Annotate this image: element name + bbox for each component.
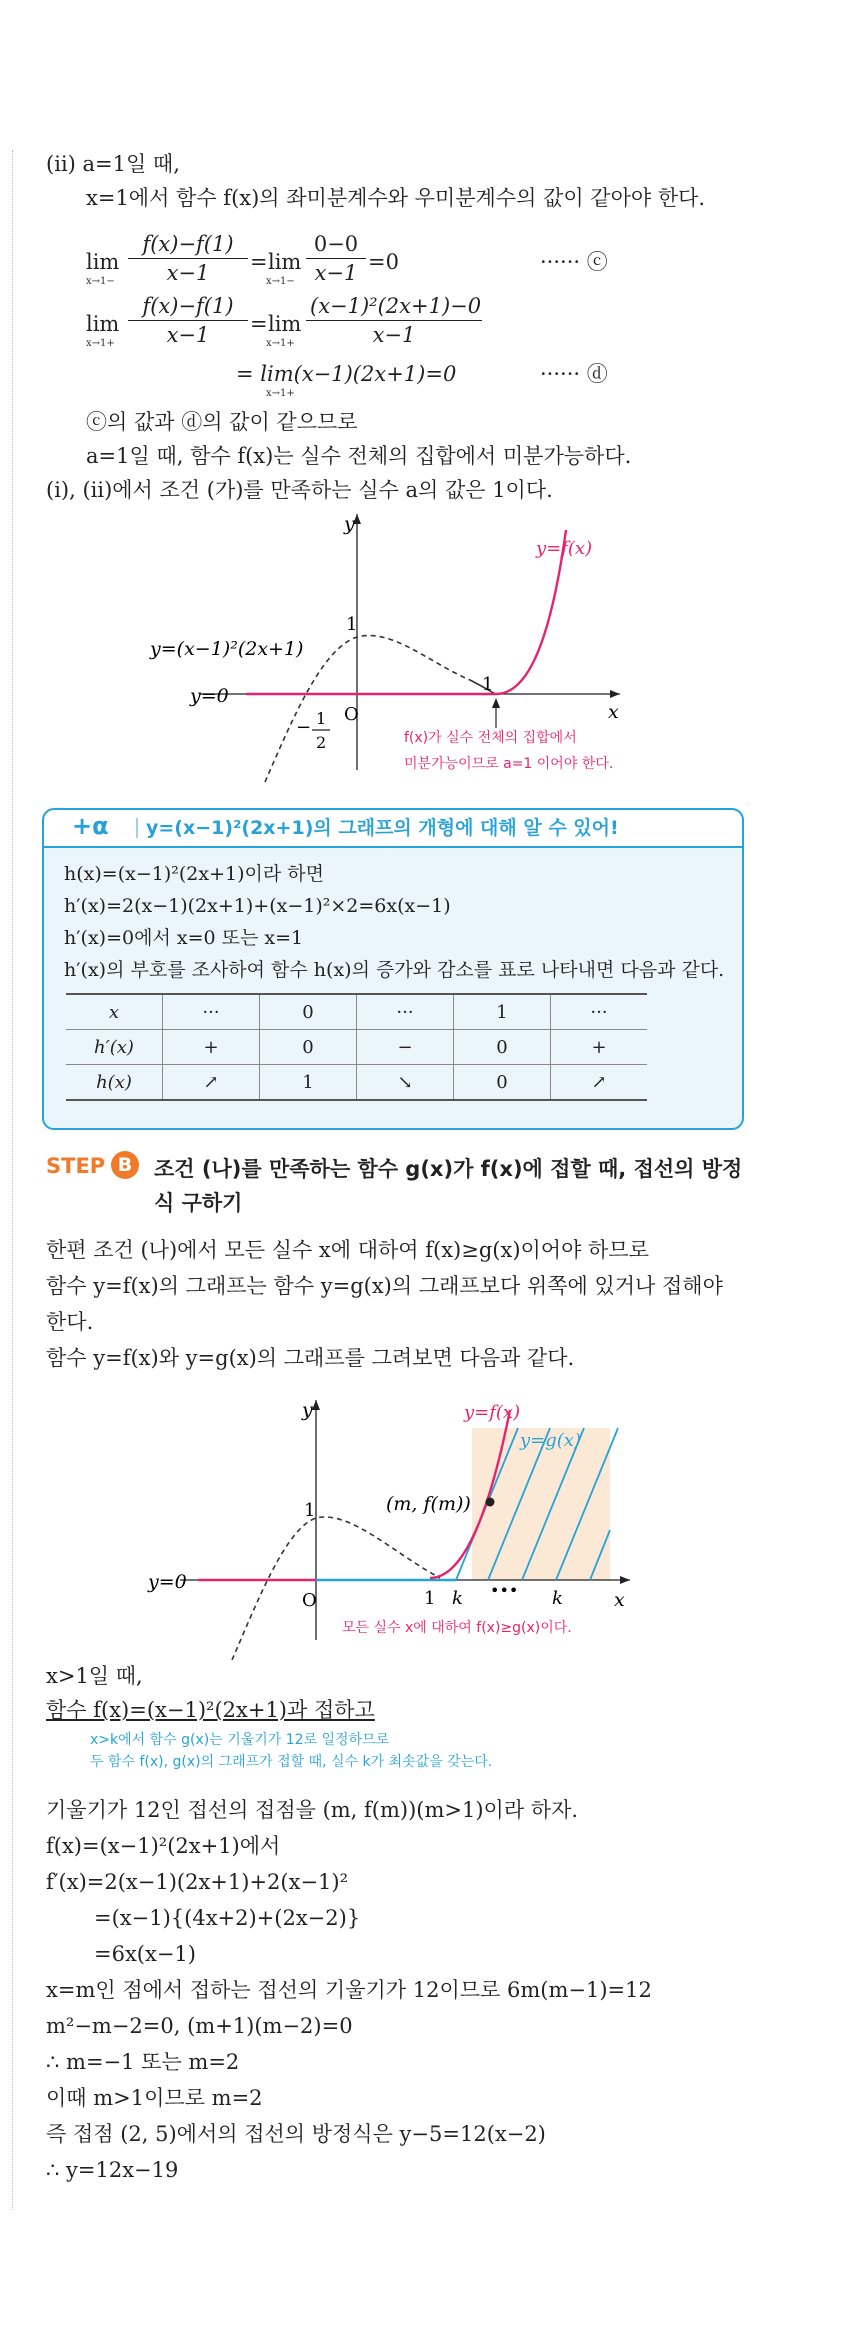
left-limit-fraction xyxy=(306,230,366,287)
differentiable-conclusion: a=1일 때, 함수 f(x)는 실수 전체의 집합에서 미분가능하다. xyxy=(86,444,632,468)
x-axis-label: x xyxy=(608,701,619,723)
difference-quotient-left xyxy=(128,230,248,287)
sol-line-7: =6x(x−1) xyxy=(94,1942,196,1966)
sol-line-3: 기울기가 12인 접선의 접점을 (m, f(m))(m>1)이라 하자. xyxy=(46,1798,579,1822)
dashed-curve-label: y=(x−1)²(2x+1) xyxy=(150,638,304,660)
table-cell: − xyxy=(357,1030,454,1065)
sol-line-10: ∴ m=−1 또는 m=2 xyxy=(46,2050,240,2074)
frac-denominator: x−1 xyxy=(166,323,210,347)
step-title: 조건 (나)를 만족하는 함수 g(x)가 f(x)에 접할 때, 접선의 방정식 구하기 xyxy=(154,1157,743,1215)
table-cell: 1 xyxy=(454,994,551,1030)
tip-line-2: h′(x)=2(x−1)(2x+1)+(x−1)²×2=6x(x−1) xyxy=(64,895,451,917)
sol-line-5: f′(x)=2(x−1)(2x+1)+2(x−1)² xyxy=(46,1870,349,1894)
increase-decrease-table xyxy=(66,993,647,1101)
lim-right-2-sub: x→1+ xyxy=(266,338,295,349)
frac-numerator: f(x)−f(1) xyxy=(128,292,248,321)
lim-left-1-sub: x→1− xyxy=(86,276,115,287)
sol-line-2: 함수 f(x)=(x−1)²(2x+1)과 접하고 xyxy=(46,1698,375,1722)
g-curve-label: y=g(x) xyxy=(520,1430,581,1451)
para-line-1: 한편 조건 (나)에서 모든 실수 x에 대하여 f(x)≥g(x)이어야 하므로 xyxy=(46,1238,649,1262)
lim-right-3-sub: x→1+ xyxy=(266,388,295,399)
para-line-2: 함수 y=f(x)의 그래프는 함수 y=g(x)의 그래프보다 위쪽에 있거나 접해야 xyxy=(46,1274,723,1298)
equal-note: ⓒ의 값과 ⓓ의 값이 같으므로 xyxy=(86,410,358,434)
x-one-label: 1 xyxy=(482,674,494,695)
tangent-point xyxy=(486,1498,495,1507)
dashed-cubic-curve xyxy=(232,1517,440,1660)
sol-line-11: 이때 m>1이므로 m=2 xyxy=(46,2086,263,2110)
final-answer-a: (ⅰ), (ⅱ)에서 조건 (가)를 만족하는 실수 a의 값은 1이다. xyxy=(46,478,553,502)
y-axis-label: y xyxy=(344,513,355,535)
table-cell: ↗ xyxy=(163,1065,260,1101)
table-cell: ··· xyxy=(163,994,260,1030)
y0-line-label: y=0 xyxy=(148,1571,187,1593)
y0-line-label: y=0 xyxy=(190,685,229,707)
graph1-note-line1: f(x)가 실수 전체의 집합에서 xyxy=(404,730,577,746)
sol-line-8: x=m인 점에서 접하는 접선의 기울기가 12이므로 6m(m−1)=12 xyxy=(46,1978,652,2002)
right-limit-fraction xyxy=(306,292,482,349)
k-label-1: k xyxy=(452,1588,463,1609)
k-label-2: k xyxy=(552,1588,563,1609)
y-intercept-1: 1 xyxy=(346,614,358,635)
case-description: x=1에서 함수 f(x)의 좌미분계수와 우미분계수의 값이 같아야 한다. xyxy=(86,186,706,210)
lim-right-1: lim xyxy=(86,312,120,336)
table-cell: + xyxy=(163,1030,260,1065)
tip-line-1: h(x)=(x−1)²(2x+1)이라 하면 xyxy=(64,863,324,885)
tip-line-4: h′(x)의 부호를 조사하여 함수 h(x)의 증가와 감소를 표로 나타내면 다음과 같다. xyxy=(64,959,725,981)
table-row xyxy=(66,1065,647,1101)
ellipsis-dots: ••• xyxy=(490,1581,519,1600)
label-d: ······ ⓓ xyxy=(540,362,608,386)
sol-note-1: x>k에서 함수 g(x)는 기울기가 12로 일정하므로 xyxy=(90,1732,390,1748)
sol-line-6: =(x−1){(4x+2)+(2x−2)} xyxy=(94,1906,361,1930)
para-line-3: 한다. xyxy=(46,1310,94,1334)
table-cell: 0 xyxy=(260,1030,357,1065)
lim-left-1: lim xyxy=(86,250,120,274)
equals-sign: = xyxy=(250,250,268,274)
right-numerator: (x−1)²(2x+1)−0 xyxy=(306,292,482,321)
f-curve-label: y=f(x) xyxy=(536,538,593,559)
neg-sign: − xyxy=(296,717,312,738)
table-cell: 0 xyxy=(260,994,357,1030)
table-cell: ↗ xyxy=(551,1065,648,1101)
origin-label: O xyxy=(344,704,359,725)
frac-denominator: x−1 xyxy=(166,261,210,285)
tip-box-title: y=(x−1)²(2x+1)의 그래프의 개형에 대해 알 수 있어! xyxy=(146,817,619,839)
table-cell: ··· xyxy=(357,994,454,1030)
y-axis-label: y xyxy=(302,1399,313,1421)
sol-line-13: ∴ y=12x−19 xyxy=(46,2158,179,2182)
right-denominator: x−1 xyxy=(372,323,416,347)
lim-left-2: lim xyxy=(268,250,302,274)
table-cell: h′(x) xyxy=(66,1030,163,1065)
table-cell: ↘ xyxy=(357,1065,454,1101)
table-cell: 0 xyxy=(454,1065,551,1101)
left-limit-result: =0 xyxy=(368,250,399,274)
table-cell: ··· xyxy=(551,994,648,1030)
sol-note-2: 두 함수 f(x), g(x)의 그래프가 접할 때, 실수 k가 최솟값을 갖는다. xyxy=(90,1754,493,1770)
table-row xyxy=(66,1030,647,1065)
table-cell: + xyxy=(551,1030,648,1065)
left-denominator: x−1 xyxy=(314,261,358,285)
plus-alpha-icon: +α xyxy=(72,812,109,840)
label-c: ······ ⓒ xyxy=(540,250,608,274)
step-label: STEP xyxy=(46,1154,106,1178)
origin-label: O xyxy=(302,1590,317,1611)
table-cell: 0 xyxy=(454,1030,551,1065)
half-numerator: 1 xyxy=(316,709,327,728)
graph-f-piecewise xyxy=(0,510,842,800)
y-intercept-1: 1 xyxy=(304,1500,316,1521)
table-cell: 1 xyxy=(260,1065,357,1101)
tangent-point-label: (m, f(m)) xyxy=(386,1493,471,1515)
case-heading: (ⅱ) a=1일 때, xyxy=(46,152,180,176)
sol-line-1: x>1일 때, xyxy=(46,1664,143,1688)
sol-line-4: f(x)=(x−1)²(2x+1)에서 xyxy=(46,1834,281,1858)
tip-line-3: h′(x)=0에서 x=0 또는 x=1 xyxy=(64,927,304,949)
table-cell: h(x) xyxy=(66,1065,163,1101)
table-cell: x xyxy=(66,994,163,1030)
tip-box xyxy=(42,808,744,1130)
tip-box-header xyxy=(44,810,742,848)
equals-sign: = xyxy=(250,312,268,336)
graph1-note-line2: 미분가능이므로 a=1 이어야 한다. xyxy=(404,756,614,772)
graph-f-and-g xyxy=(0,1380,842,1660)
x-one-label: 1 xyxy=(424,1588,436,1609)
lim-right-1-sub: x→1+ xyxy=(86,338,115,349)
para-line-4: 함수 y=f(x)와 y=g(x)의 그래프를 그려보면 다음과 같다. xyxy=(46,1346,575,1370)
margin-dotted-line xyxy=(12,150,13,2210)
half-denominator: 2 xyxy=(316,733,327,752)
x-axis-label: x xyxy=(614,1589,625,1611)
sol-line-12: 즉 접점 (2, 5)에서의 접선의 방정식은 y−5=12(x−2) xyxy=(46,2122,546,2146)
left-numerator: 0−0 xyxy=(306,230,366,259)
lim-right-2: lim xyxy=(268,312,302,336)
lim-left-2-sub: x→1− xyxy=(266,276,295,287)
table-row xyxy=(66,994,647,1030)
header-divider xyxy=(136,818,138,838)
graph2-note: 모든 실수 x에 대하여 f(x)≥g(x)이다. xyxy=(342,1620,572,1636)
frac-numerator: f(x)−f(1) xyxy=(128,230,248,259)
sol-line-9: m²−m−2=0, (m+1)(m−2)=0 xyxy=(46,2014,353,2038)
step-letter-badge: B xyxy=(111,1151,139,1179)
right-limit-simplified: = lim(x−1)(2x+1)=0 xyxy=(236,362,457,386)
f-curve-label: y=f(x) xyxy=(464,1402,521,1423)
difference-quotient-right xyxy=(128,292,248,349)
